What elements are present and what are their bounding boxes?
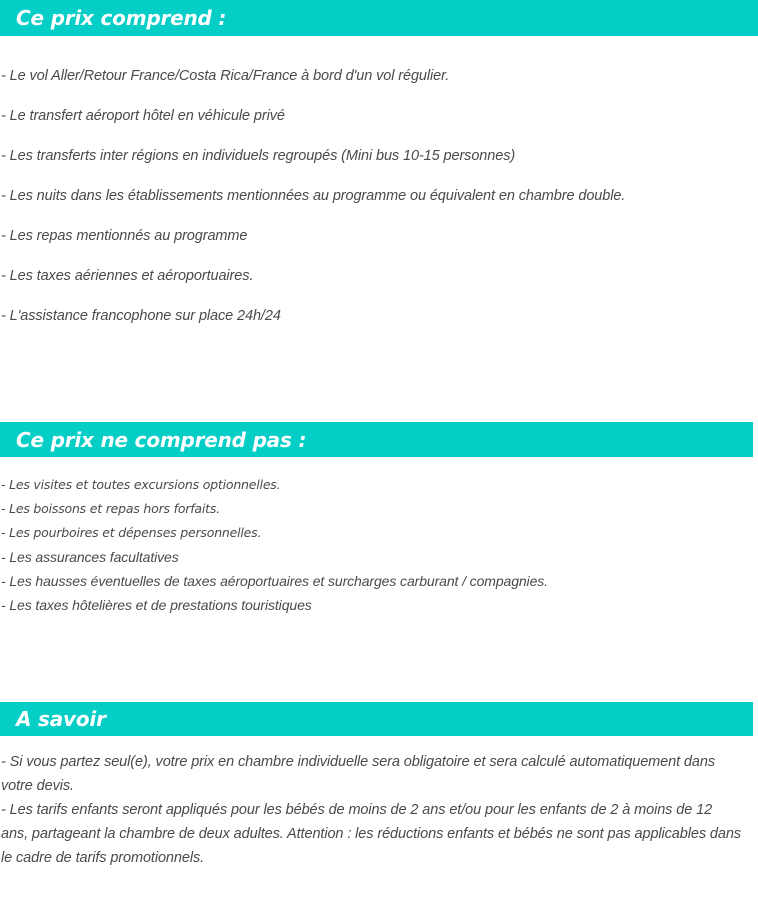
list-item: - Les taxes hôtelières et de prestations touristiques bbox=[1, 597, 312, 613]
notice-paragraph: - Les tarifs enfants seront appliqués pour les bébés de moins de 2 ans et/ou pour les enfants de 2 à moins de 12 ans, partageant la chambre de deux adultes. Attention : les réductions enfants et bébés ne sont pas applicables dans le cadre de tarifs promotionnels. bbox=[1, 802, 741, 866]
section-gap bbox=[0, 617, 758, 702]
section-body-excluded bbox=[0, 457, 758, 617]
section-gap bbox=[0, 336, 758, 422]
section-header-notice bbox=[0, 702, 753, 736]
section-header-excluded bbox=[0, 422, 753, 457]
section-body-included bbox=[0, 36, 758, 336]
list-item: - Les boissons et repas hors forfaits. bbox=[1, 501, 220, 516]
section-body-notice bbox=[0, 736, 758, 870]
list-item: - Les nuits dans les établissements mentionnées au programme ou équivalent en chambre double. bbox=[1, 188, 626, 204]
list-item: - Les taxes aériennes et aéroportuaires. bbox=[1, 268, 254, 284]
list-item: - Les pourboires et dépenses personnelles. bbox=[1, 525, 262, 540]
section-title-notice: A savoir bbox=[16, 707, 106, 731]
section-header-included bbox=[0, 0, 758, 36]
list-item: - Les visites et toutes excursions optionnelles. bbox=[1, 477, 281, 492]
section-title-included: Ce prix comprend : bbox=[16, 6, 227, 30]
list-item: - Les hausses éventuelles de taxes aéroportuaires et surcharges carburant / compagnies. bbox=[1, 573, 548, 589]
list-item: - Les transferts inter régions en individuels regroupés (Mini bus 10-15 personnes) bbox=[1, 148, 516, 164]
section-title-excluded: Ce prix ne comprend pas : bbox=[16, 427, 307, 452]
list-item: - Les assurances facultatives bbox=[1, 549, 179, 565]
notice-paragraph: - Si vous partez seul(e), votre prix en chambre individuelle sera obligatoire et sera calculé automatiquement dans votre devis. bbox=[1, 754, 715, 794]
list-item: - L'assistance francophone sur place 24h/24 bbox=[1, 308, 281, 324]
list-item: - Le vol Aller/Retour France/Costa Rica/France à bord d'un vol régulier. bbox=[1, 68, 450, 84]
list-item: - Les repas mentionnés au programme bbox=[1, 228, 248, 244]
list-item: - Le transfert aéroport hôtel en véhicule privé bbox=[1, 108, 285, 124]
